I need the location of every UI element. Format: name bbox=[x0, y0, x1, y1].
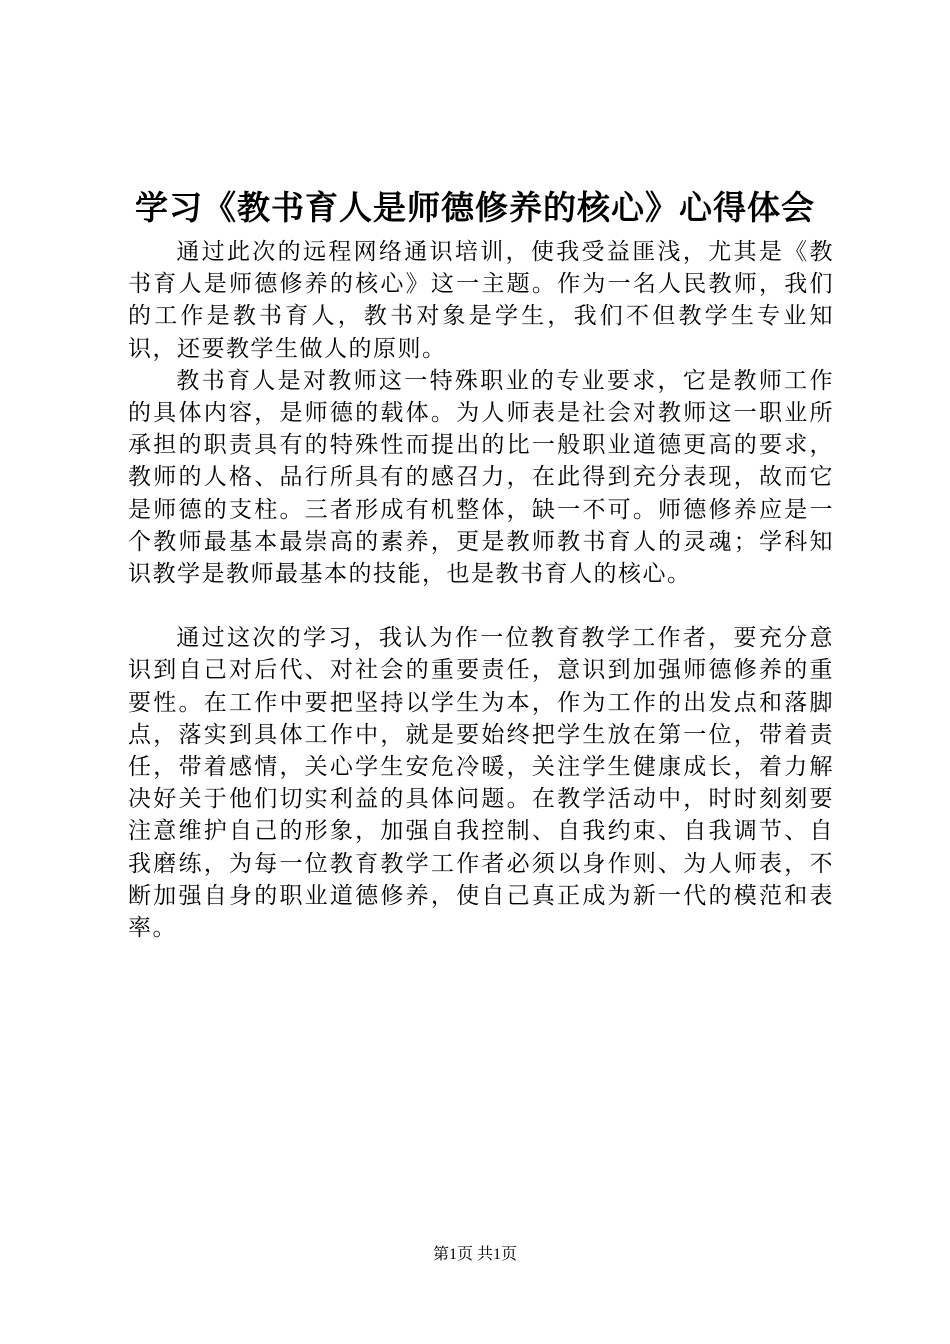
document-body bbox=[128, 236, 834, 944]
paragraph-1: 通过此次的远程网络通识培训，使我受益匪浅，尤其是《教书育人是师德修养的核心》这一主题。作为一名人民教师，我们的工作是教书育人，教书对象是学生，我们不但教学生专业知识，还要教学生做人的原则。 bbox=[128, 239, 834, 362]
document-title: 学习《教书育人是师德修养的核心》心得体会 bbox=[135, 188, 815, 227]
paragraph-3: 通过这次的学习，我认为作一位教育教学工作者，要充分意识到自己对后代、对社会的重要责任，意识到加强师德修养的重要性。在工作中要把坚持以学生为本，作为工作的出发点和落脚点，落实到具体工作中，就是要始终把学生放在第一位，带着责任，带着感情，关心学生安危冷暖，关注学生健康成长，着力解决好关于他们切实利益的具体问题。在教学活动中，时时刻刻要注意维护自己的形象，加强自我控制、自我约束、自我调节、自我磨练，为每一位教育教学工作者必须以身作则、为人师表，不断加强自身的职业道德修养，使自己真正成为新一代的模范和表率。 bbox=[128, 625, 834, 942]
paragraph-2: 教书育人是对教师这一特殊职业的专业要求，它是教师工作的具体内容，是师德的载体。为人师表是社会对教师这一职业所承担的职责具有的特殊性而提出的比一般职业道德更高的要求，教师的人格、品行所具有的感召力，在此得到充分表现，故而它是师德的支柱。三者形成有机整体，缺一不可。师德修养应是一个教师最基本最崇高的素养，更是教师教书育人的灵魂；学科知识教学是教师最基本的技能，也是教书育人的核心。 bbox=[128, 367, 834, 588]
page-footer: 第1页 共1页 bbox=[432, 1246, 517, 1263]
